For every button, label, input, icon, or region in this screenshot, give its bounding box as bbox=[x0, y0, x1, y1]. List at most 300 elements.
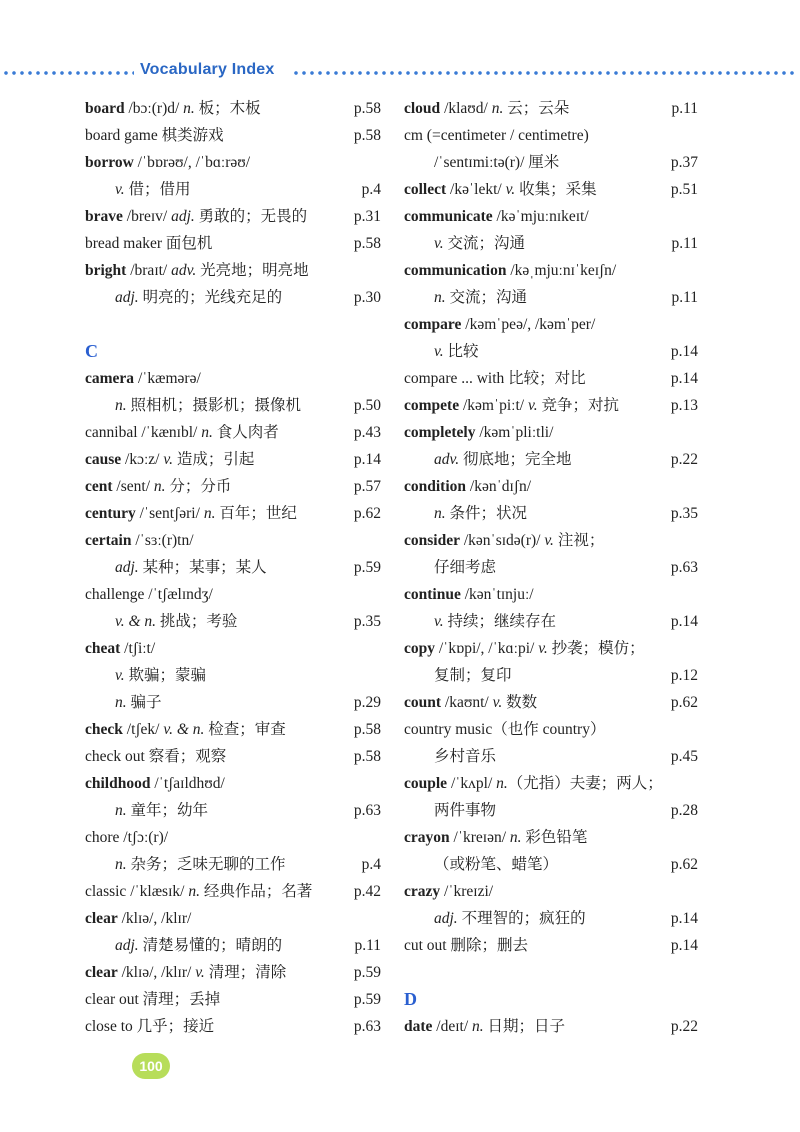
entry-phonetic: classic /ˈklæsɪk/ bbox=[85, 883, 189, 900]
entry-text bbox=[404, 856, 558, 873]
entry-text bbox=[404, 640, 645, 657]
headword: cloud bbox=[404, 100, 441, 117]
part-of-speech: v. bbox=[195, 964, 205, 981]
part-of-speech: v. bbox=[115, 181, 125, 198]
index-entry bbox=[404, 797, 698, 824]
part-of-speech: adv. bbox=[434, 451, 460, 468]
entry-phonetic: 仔细考虑 bbox=[434, 559, 497, 576]
headword: copy bbox=[404, 640, 435, 657]
headword: borrow bbox=[85, 154, 134, 171]
part-of-speech: n. bbox=[153, 478, 166, 495]
dotted-rule-left bbox=[2, 71, 134, 75]
definition: 比较 bbox=[443, 343, 479, 360]
entry-text bbox=[404, 910, 586, 927]
index-entry bbox=[404, 1013, 698, 1040]
entry-phonetic: compare ... with 比较；对比 bbox=[404, 370, 586, 387]
headword: bright bbox=[85, 262, 127, 279]
definition: 收集；采集 bbox=[515, 181, 597, 198]
page-reference: p.50 bbox=[353, 397, 381, 414]
entry-text bbox=[85, 532, 194, 549]
page-reference: p.12 bbox=[670, 667, 698, 684]
index-entry bbox=[85, 581, 381, 608]
part-of-speech: adj. bbox=[115, 937, 139, 954]
page-reference: p.14 bbox=[670, 937, 698, 954]
index-entry bbox=[85, 851, 381, 878]
part-of-speech: adj. bbox=[115, 559, 139, 576]
entry-text bbox=[404, 721, 605, 738]
page-reference: p.11 bbox=[671, 235, 698, 252]
entry-phonetic: 复制；复印 bbox=[434, 667, 512, 684]
entry-phonetic: cut out 删除；删去 bbox=[404, 937, 528, 954]
index-entry bbox=[404, 230, 698, 257]
entry-phonetic: /tʃek/ bbox=[122, 721, 164, 738]
definition: （尤指）夫妻；两人； bbox=[507, 775, 663, 792]
entry-text bbox=[85, 856, 286, 873]
index-entry bbox=[85, 986, 381, 1013]
entry-text bbox=[404, 343, 479, 360]
page-reference: p.22 bbox=[670, 451, 698, 468]
page-reference: p.14 bbox=[670, 343, 698, 360]
letter-heading-text: C bbox=[85, 341, 98, 361]
definition: 条件；状况 bbox=[445, 505, 528, 522]
page-reference: p.14 bbox=[670, 613, 698, 630]
entry-phonetic: chore /tʃɔː(r)/ bbox=[85, 829, 169, 846]
entry-phonetic: /bɔː(r)d/ bbox=[124, 100, 184, 117]
index-entry bbox=[85, 149, 381, 176]
entry-phonetic: /ˈsɜː(r)tn/ bbox=[131, 532, 194, 549]
headword: completely bbox=[404, 424, 476, 441]
entry-text bbox=[404, 829, 587, 846]
definition: 某种；某事；某人 bbox=[138, 559, 267, 576]
entry-text bbox=[85, 748, 226, 765]
entry-phonetic: /breɪv/ bbox=[122, 208, 172, 225]
entry-text bbox=[85, 451, 254, 468]
headword: date bbox=[404, 1018, 433, 1035]
index-entry bbox=[404, 878, 698, 905]
page-reference: p.11 bbox=[671, 100, 698, 117]
page-reference: p.35 bbox=[353, 613, 381, 630]
entry-phonetic: /ˈsentɪmiːtə(r)/ 厘米 bbox=[434, 154, 560, 171]
headword: crazy bbox=[404, 883, 441, 900]
page-reference: p.31 bbox=[353, 208, 381, 225]
page-reference: p.35 bbox=[670, 505, 698, 522]
index-entry bbox=[404, 392, 698, 419]
definition: 清楚易懂的；晴朗的 bbox=[138, 937, 283, 954]
page-reference: p.58 bbox=[353, 100, 381, 117]
entry-text bbox=[85, 154, 250, 171]
index-entry bbox=[85, 824, 381, 851]
definition: 欺骗；蒙骗 bbox=[124, 667, 206, 684]
entry-text bbox=[404, 262, 616, 279]
definition: 彻底地；完全地 bbox=[459, 451, 572, 468]
headword: communicate bbox=[404, 208, 493, 225]
index-entry bbox=[404, 338, 698, 365]
definition: 持续；继续存在 bbox=[443, 613, 556, 630]
headword: cause bbox=[85, 451, 122, 468]
entry-phonetic: close to 几乎；接近 bbox=[85, 1018, 215, 1035]
index-entry bbox=[85, 689, 381, 716]
entry-text bbox=[85, 289, 282, 306]
entry-text bbox=[404, 748, 496, 765]
definition: 童年；幼年 bbox=[126, 802, 209, 819]
entry-phonetic: /deɪt/ bbox=[432, 1018, 473, 1035]
headword: couple bbox=[404, 775, 448, 792]
index-entry bbox=[85, 500, 381, 527]
page-reference: p.4 bbox=[361, 181, 381, 198]
section-title: Vocabulary Index bbox=[140, 61, 275, 78]
entry-text bbox=[404, 802, 496, 819]
definition: 明亮的；光线充足的 bbox=[138, 289, 283, 306]
headword: count bbox=[404, 694, 442, 711]
page-reference: p.14 bbox=[670, 910, 698, 927]
index-entry bbox=[85, 419, 381, 446]
headword: continue bbox=[404, 586, 461, 603]
entry-text bbox=[85, 802, 208, 819]
page-reference: p.59 bbox=[353, 991, 381, 1008]
letter-heading bbox=[404, 986, 698, 1013]
entry-phonetic: /ˈkreɪən/ bbox=[449, 829, 510, 846]
index-entry bbox=[85, 554, 381, 581]
entry-phonetic: /ˈkreɪzi/ bbox=[440, 883, 494, 900]
part-of-speech: n. bbox=[115, 856, 127, 873]
part-of-speech: adv. bbox=[171, 262, 197, 279]
entry-text bbox=[85, 586, 213, 603]
entry-text bbox=[85, 910, 191, 927]
entry-text bbox=[85, 775, 225, 792]
entry-text bbox=[404, 775, 663, 792]
definition: 云；云朵 bbox=[503, 100, 570, 117]
entry-text bbox=[85, 883, 312, 900]
definition: 检查；审查 bbox=[204, 721, 286, 738]
part-of-speech: v. bbox=[505, 181, 516, 198]
page-reference: p.29 bbox=[353, 694, 381, 711]
part-of-speech: adj. bbox=[434, 910, 458, 927]
index-entry bbox=[404, 419, 698, 446]
index-entry bbox=[85, 284, 381, 311]
entry-text bbox=[404, 694, 537, 711]
index-entry bbox=[85, 122, 381, 149]
headword: cent bbox=[85, 478, 113, 495]
index-entry bbox=[85, 95, 381, 122]
entry-text bbox=[404, 613, 556, 630]
page-reference: p.28 bbox=[670, 802, 698, 819]
entry-text bbox=[85, 235, 212, 252]
entry-text bbox=[85, 937, 282, 954]
entry-text bbox=[85, 991, 220, 1008]
page-reference: p.51 bbox=[670, 181, 698, 198]
entry-phonetic: /kəˈmjuːnɪkeɪt/ bbox=[492, 208, 589, 225]
entry-phonetic: /kənˈsɪdə(r)/ bbox=[459, 532, 545, 549]
headword: compete bbox=[404, 397, 460, 414]
entry-phonetic: /kəˈlekt/ bbox=[446, 181, 506, 198]
index-entry bbox=[85, 716, 381, 743]
entry-phonetic: cm (=centimeter / centimetre) bbox=[404, 127, 589, 144]
definition: 交流；沟通 bbox=[443, 235, 525, 252]
index-entry bbox=[85, 878, 381, 905]
page-reference: p.63 bbox=[353, 802, 381, 819]
part-of-speech: v. bbox=[434, 235, 444, 252]
headword: clear bbox=[85, 964, 118, 981]
entry-text bbox=[85, 1018, 214, 1035]
entry-text bbox=[85, 181, 191, 198]
entry-phonetic: challenge /ˈtʃælɪndʒ/ bbox=[85, 586, 213, 603]
index-entry bbox=[85, 905, 381, 932]
index-entry bbox=[404, 608, 698, 635]
entry-text bbox=[404, 181, 597, 198]
part-of-speech: n. bbox=[472, 1018, 484, 1035]
headword: collect bbox=[404, 181, 447, 198]
definition: 板；木板 bbox=[194, 100, 261, 117]
entry-text bbox=[85, 721, 286, 738]
definition: 数数 bbox=[502, 694, 538, 711]
headword: consider bbox=[404, 532, 460, 549]
part-of-speech: n. bbox=[115, 802, 127, 819]
entry-phonetic: 两件事物 bbox=[434, 802, 497, 819]
entry-text bbox=[85, 370, 201, 387]
index-entry bbox=[404, 527, 698, 554]
entry-text bbox=[404, 505, 527, 522]
index-entry bbox=[85, 662, 381, 689]
page-reference: p.43 bbox=[353, 424, 381, 441]
index-entry bbox=[404, 716, 698, 743]
entry-text bbox=[404, 235, 525, 252]
page-reference: p.14 bbox=[353, 451, 381, 468]
page-reference: p.58 bbox=[353, 127, 381, 144]
part-of-speech: n. bbox=[434, 289, 446, 306]
part-of-speech: v. & n. bbox=[163, 721, 205, 738]
entry-phonetic: board game 棋类游戏 bbox=[85, 127, 224, 144]
index-entry bbox=[404, 203, 698, 230]
entry-phonetic: /ˈtʃaɪldhʊd/ bbox=[150, 775, 225, 792]
index-entry bbox=[404, 122, 698, 149]
entry-phonetic: /ˈkæmərə/ bbox=[134, 370, 201, 387]
headword: certain bbox=[85, 532, 132, 549]
part-of-speech: n. bbox=[115, 397, 127, 414]
index-entry bbox=[85, 257, 381, 284]
entry-text bbox=[85, 397, 301, 414]
part-of-speech: n. bbox=[496, 775, 508, 792]
index-entry bbox=[404, 365, 698, 392]
section-gap bbox=[85, 311, 381, 338]
index-entry bbox=[85, 446, 381, 473]
entry-text bbox=[404, 154, 559, 171]
page-reference: p.22 bbox=[670, 1018, 698, 1035]
index-entry bbox=[404, 905, 698, 932]
index-entry bbox=[404, 257, 698, 284]
page-reference: p.58 bbox=[353, 721, 381, 738]
definition: 照相机；摄影机；摄像机 bbox=[126, 397, 302, 414]
entry-phonetic: /ˈsentʃəri/ bbox=[135, 505, 204, 522]
letter-heading-text: D bbox=[404, 989, 417, 1009]
definition: 杂务；乏味无聊的工作 bbox=[126, 856, 286, 873]
part-of-speech: n. bbox=[188, 883, 200, 900]
page-reference: p.62 bbox=[670, 694, 698, 711]
part-of-speech: v. bbox=[538, 640, 548, 657]
entry-phonetic: /ˈkɒpi/, /ˈkɑːpi/ bbox=[435, 640, 539, 657]
page-reference: p.59 bbox=[353, 559, 381, 576]
entry-text bbox=[85, 613, 237, 630]
part-of-speech: v. bbox=[163, 451, 173, 468]
entry-text bbox=[85, 424, 279, 441]
page-reference: p.14 bbox=[670, 370, 698, 387]
index-entry bbox=[85, 1013, 381, 1040]
index-entry bbox=[404, 284, 698, 311]
page-reference: p.30 bbox=[353, 289, 381, 306]
part-of-speech: v. bbox=[434, 343, 444, 360]
left-column bbox=[85, 95, 381, 1040]
definition: 食人肉者 bbox=[212, 424, 279, 441]
definition: 不理智的；疯狂的 bbox=[457, 910, 586, 927]
page-reference: p.11 bbox=[354, 937, 381, 954]
page-reference: p.63 bbox=[353, 1018, 381, 1035]
entry-text bbox=[404, 937, 528, 954]
part-of-speech: n. bbox=[434, 505, 446, 522]
page-header bbox=[0, 58, 800, 86]
entry-phonetic: /klɪə/, /klɪr/ bbox=[117, 964, 196, 981]
entry-phonetic: /kəmˈpeə/, /kəmˈper/ bbox=[461, 316, 596, 333]
index-entry bbox=[404, 689, 698, 716]
entry-text bbox=[404, 100, 569, 117]
right-column bbox=[404, 95, 698, 1040]
index-entry bbox=[404, 743, 698, 770]
entry-text bbox=[85, 505, 297, 522]
definition: 百年；世纪 bbox=[215, 505, 297, 522]
index-entry bbox=[85, 365, 381, 392]
entry-text bbox=[404, 127, 589, 144]
entry-text bbox=[85, 559, 267, 576]
page-reference: p.13 bbox=[670, 397, 698, 414]
part-of-speech: v. bbox=[434, 613, 444, 630]
index-entry bbox=[404, 311, 698, 338]
entry-phonetic: /kəmˈpiːt/ bbox=[459, 397, 528, 414]
page-number-badge: 100 bbox=[132, 1053, 170, 1079]
letter-heading bbox=[85, 338, 381, 365]
entry-text bbox=[404, 397, 619, 414]
entry-text bbox=[85, 829, 168, 846]
page-reference: p.58 bbox=[353, 235, 381, 252]
entry-phonetic: /ˈbɒrəʊ/, /ˈbɑːrəʊ/ bbox=[133, 154, 251, 171]
part-of-speech: adj. bbox=[115, 289, 139, 306]
index-entry bbox=[404, 95, 698, 122]
headword: communication bbox=[404, 262, 507, 279]
definition: 分；分币 bbox=[165, 478, 232, 495]
definition: 勇敢的；无畏的 bbox=[194, 208, 308, 225]
headword: brave bbox=[85, 208, 123, 225]
entry-text bbox=[404, 478, 531, 495]
index-entry bbox=[404, 554, 698, 581]
entry-text bbox=[85, 127, 224, 144]
dotted-rule-right bbox=[292, 71, 798, 75]
index-entry bbox=[85, 203, 381, 230]
entry-text bbox=[85, 964, 286, 981]
definition: 日期；日子 bbox=[483, 1018, 566, 1035]
index-entry bbox=[404, 500, 698, 527]
index-entry bbox=[404, 446, 698, 473]
entry-text bbox=[404, 370, 586, 387]
definition: 抄袭；模仿； bbox=[547, 640, 645, 657]
part-of-speech: n. bbox=[203, 505, 216, 522]
index-entry bbox=[404, 176, 698, 203]
index-entry bbox=[85, 608, 381, 635]
entry-phonetic: 乡村音乐 bbox=[434, 748, 497, 765]
headword: clear bbox=[85, 910, 118, 927]
headword: crayon bbox=[404, 829, 450, 846]
entry-phonetic: /kəˌmjuːnɪˈkeɪʃn/ bbox=[506, 262, 617, 279]
definition: 造成；引起 bbox=[172, 451, 255, 468]
entry-phonetic: /kənˈtɪnjuː/ bbox=[460, 586, 534, 603]
index-entry bbox=[85, 635, 381, 662]
index-entry bbox=[85, 797, 381, 824]
index-entry bbox=[404, 473, 698, 500]
section-gap bbox=[404, 959, 698, 986]
index-entry bbox=[404, 770, 698, 797]
entry-text bbox=[404, 316, 595, 333]
entry-phonetic: /klɪə/, /klɪr/ bbox=[117, 910, 192, 927]
entry-text bbox=[404, 586, 534, 603]
part-of-speech: n. bbox=[183, 100, 195, 117]
page-reference: p.62 bbox=[670, 856, 698, 873]
headword: camera bbox=[85, 370, 135, 387]
entry-text bbox=[404, 289, 527, 306]
entry-phonetic: （或粉笔、蜡笔） bbox=[434, 856, 559, 873]
definition: 挑战；考验 bbox=[156, 613, 238, 630]
entry-text bbox=[404, 451, 572, 468]
page-reference: p.62 bbox=[353, 505, 381, 522]
headword: cheat bbox=[85, 640, 121, 657]
definition: 交流；沟通 bbox=[445, 289, 528, 306]
entry-text bbox=[85, 667, 206, 684]
page-reference: p.59 bbox=[353, 964, 381, 981]
index-entry bbox=[404, 662, 698, 689]
definition: 借；借用 bbox=[124, 181, 191, 198]
index-entry bbox=[85, 932, 381, 959]
headword: compare bbox=[404, 316, 462, 333]
entry-phonetic: /klaʊd/ bbox=[440, 100, 492, 117]
definition: 清理；清除 bbox=[204, 964, 287, 981]
page-reference: p.58 bbox=[353, 748, 381, 765]
entry-phonetic: clear out 清理；丢掉 bbox=[85, 991, 221, 1008]
entry-text bbox=[404, 532, 604, 549]
entry-text bbox=[404, 883, 493, 900]
index-entry bbox=[85, 392, 381, 419]
headword: century bbox=[85, 505, 136, 522]
index-entry bbox=[404, 851, 698, 878]
entry-phonetic: bread maker 面包机 bbox=[85, 235, 213, 252]
entry-phonetic: /kaʊnt/ bbox=[441, 694, 493, 711]
page-reference: p.11 bbox=[671, 289, 698, 306]
headword: board bbox=[85, 100, 125, 117]
definition: 经典作品；名著 bbox=[199, 883, 313, 900]
index-entry bbox=[404, 149, 698, 176]
entry-phonetic: /ˈkʌpl/ bbox=[447, 775, 497, 792]
page-reference: p.57 bbox=[353, 478, 381, 495]
part-of-speech: n. bbox=[491, 100, 504, 117]
entry-text bbox=[85, 208, 307, 225]
part-of-speech: adj. bbox=[171, 208, 195, 225]
entry-phonetic: /kɔːz/ bbox=[121, 451, 164, 468]
entry-phonetic: cannibal /ˈkænɪbl/ bbox=[85, 424, 202, 441]
entry-text bbox=[404, 667, 512, 684]
headword: condition bbox=[404, 478, 467, 495]
page-reference: p.42 bbox=[353, 883, 381, 900]
index-entry bbox=[404, 932, 698, 959]
definition: 彩色铅笔 bbox=[521, 829, 588, 846]
entry-text bbox=[404, 424, 553, 441]
part-of-speech: v. bbox=[492, 694, 503, 711]
part-of-speech: v. bbox=[115, 667, 125, 684]
headword: childhood bbox=[85, 775, 151, 792]
index-entry bbox=[85, 176, 381, 203]
